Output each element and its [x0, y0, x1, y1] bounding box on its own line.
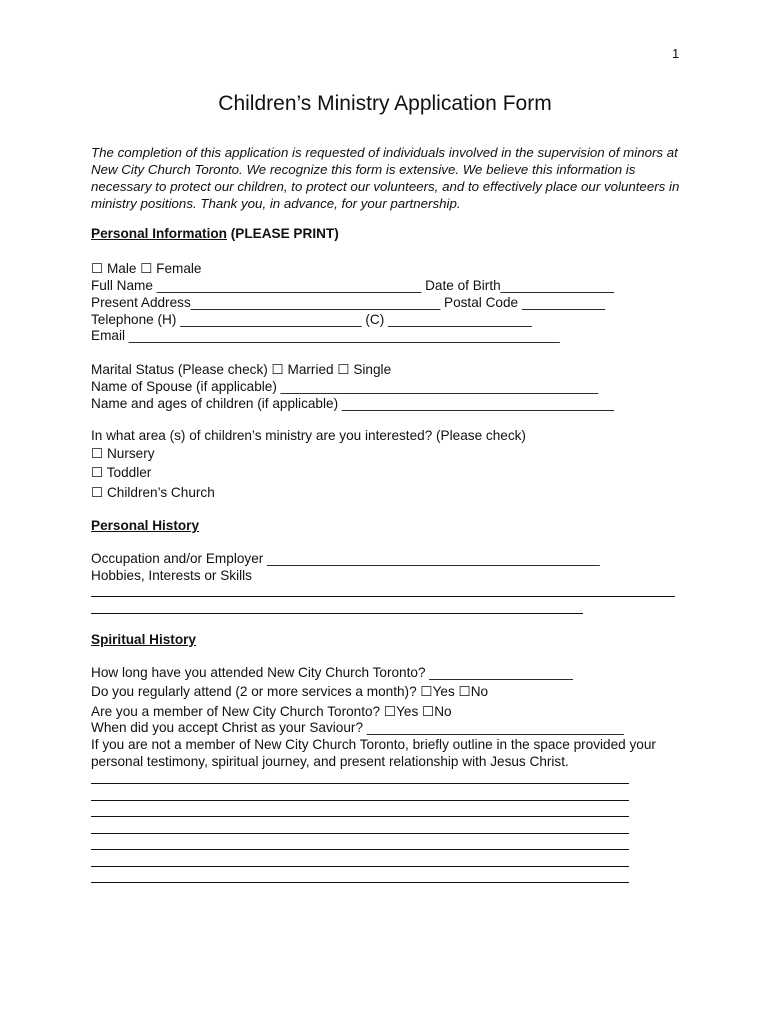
form-title: Children’s Ministry Application Form: [218, 92, 552, 115]
attended-duration-field[interactable]: How long have you attended New City Church Toronto? ___________________: [91, 665, 573, 680]
telephone-field[interactable]: Telephone (H) ________________________ (C) ___________________: [91, 312, 532, 327]
intro-paragraph: The completion of this application is requested of individuals involved in the supervision of minors at New City Church Toronto. We recognize this form is extensive. We believe this information is necessary to protect our children, to protect our volunteers, and to effectively place our volunteers in ministry positions. Thank you, in advance, for your partnership.: [91, 145, 680, 211]
personal-info-heading-note: (PLEASE PRINT): [226, 226, 339, 241]
spouse-name-field[interactable]: Name of Spouse (if applicable) __________________________________________: [91, 379, 599, 394]
hobbies-answer-line[interactable]: [91, 613, 583, 614]
personal-info-heading-text: Personal Information: [91, 226, 227, 241]
interest-option-childrens-church[interactable]: ☐ Children’s Church: [91, 485, 215, 500]
children-names-field[interactable]: Name and ages of children (if applicable) ____________________________________: [91, 396, 615, 411]
testimony-instructions-2: personal testimony, spiritual journey, and present relationship with Jesus Christ.: [91, 754, 569, 769]
interest-question: In what area (s) of children’s ministry are you interested? (Please check): [91, 428, 526, 443]
marital-status-checkboxes[interactable]: Marital Status (Please check) ☐ Married ☐ Single: [91, 362, 392, 377]
spiritual-history-heading: [91, 631, 196, 648]
interest-option-toddler[interactable]: ☐ Toddler: [91, 465, 152, 480]
testimony-answer-line[interactable]: [91, 882, 629, 883]
personal-history-heading-text: Personal History: [91, 518, 200, 533]
page-number: 1: [672, 46, 680, 61]
testimony-answer-line[interactable]: [91, 849, 629, 850]
full-name-field[interactable]: Full Name ___________________________________ Date of Birth_______________: [91, 278, 615, 293]
testimony-answer-line[interactable]: [91, 866, 629, 867]
gender-checkboxes[interactable]: ☐ Male ☐ Female: [91, 261, 202, 276]
occupation-field[interactable]: Occupation and/or Employer ____________________________________________: [91, 551, 600, 566]
testimony-answer-line[interactable]: [91, 783, 629, 784]
testimony-instructions-1: If you are not a member of New City Church Toronto, briefly outline in the space provided your: [91, 737, 656, 752]
accept-christ-field[interactable]: When did you accept Christ as your Saviour? __________________________________: [91, 720, 624, 735]
personal-history-heading: [91, 517, 199, 534]
hobbies-label: Hobbies, Interests or Skills: [91, 568, 252, 583]
testimony-answer-line[interactable]: [91, 800, 629, 801]
interest-option-nursery[interactable]: ☐ Nursery: [91, 446, 155, 461]
personal-info-heading: [91, 225, 339, 242]
spiritual-history-heading-text: Spiritual History: [91, 632, 196, 647]
hobbies-answer-line[interactable]: [91, 596, 675, 597]
testimony-answer-line[interactable]: [91, 816, 629, 817]
address-field[interactable]: Present Address_________________________________ Postal Code ___________: [91, 295, 606, 310]
regular-attendance-checkboxes[interactable]: Do you regularly attend (2 or more services a month)? ☐Yes ☐No: [91, 684, 489, 699]
membership-checkboxes[interactable]: Are you a member of New City Church Toronto? ☐Yes ☐No: [91, 704, 452, 719]
email-field[interactable]: Email _________________________________________________________: [91, 328, 560, 343]
testimony-answer-line[interactable]: [91, 833, 629, 834]
